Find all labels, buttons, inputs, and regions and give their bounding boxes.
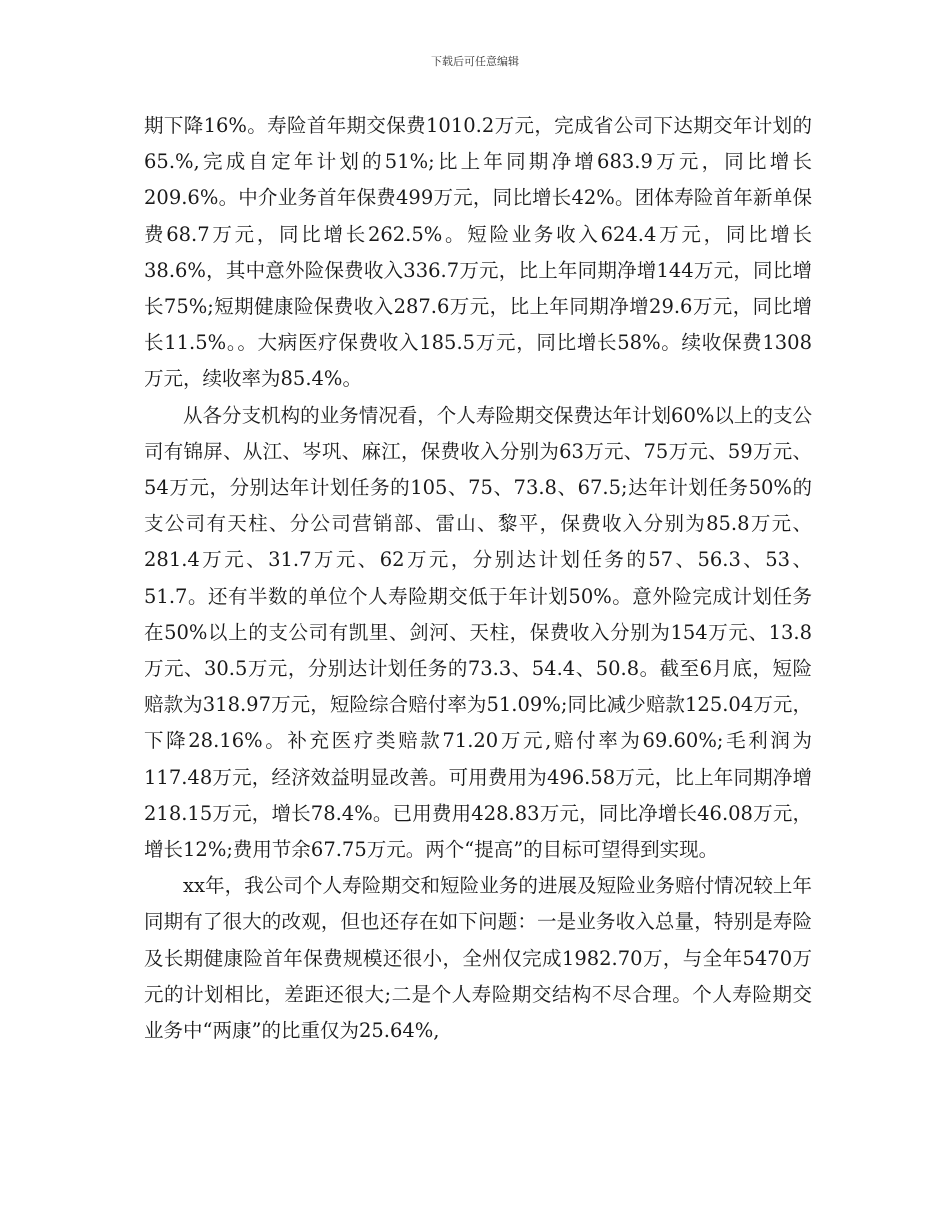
paragraph-3: xx年，我公司个人寿险期交和短险业务的进展及短险业务赔付情况较上年同期有了很大的改观，但也还存在如下问题：一是业务收入总量，特别是寿险及长期健康险首年保费规模还很小，全州仅完成1982.70万，与全年5470万元的计划相比，差距还很大;二是个人寿险期交结构不尽合理。个人寿险期交业务中“两康”的比重仅为25.64%, (144, 874, 812, 1043)
document-body (144, 108, 812, 1049)
paragraph-2: 从各分支机构的业务情况看，个人寿险期交保费达年计划60%以上的支公司有锦屏、从江、岑巩、麻江，保费收入分别为63万元、75万元、59万元、54万元，分别达年计划任务的105、75、73.8、67.5;达年计划任务50%的支公司有天柱、分公司营销部、雷山、黎平，保费收入分别为85.8万元、281.4万元、31.7万元、62万元，分别达计划任务的57、56.3、53、51.7。还有半数的单位个人寿险期交低于年计划50%。意外险完成计划任务在50%以上的支公司有凯里、剑河、天柱，保费收入分别为154万元、13.8万元、30.5万元，分别达计划任务的73.3、54.4、50.8。截至6月底，短险赔款为318.97万元，短险综合赔付率为51.09%;同比减少赔款125.04万元，下降28.16%。补充医疗类赔款71.20万元,赔付率为69.60%;毛利润为117.48万元，经济效益明显改善。可用费用为496.58万元，比上年同期净增218.15万元，增长78.4%。已用费用428.83万元，同比净增长46.08万元，增长12%;费用节余67.75万元。两个“提高”的目标可望得到实现。 (144, 403, 812, 862)
paragraph-1: 期下降16%。寿险首年期交保费1010.2万元，完成省公司下达期交年计划的65.%,完成自定年计划的51%;比上年同期净增683.9万元，同比增长209.6%。中介业务首年保费499万元，同比增长42%。团体寿险首年新单保费68.7万元，同比增长262.5%。短险业务收入624.4万元，同比增长38.6%，其中意外险保费收入336.7万元，比上年同期净增144万元，同比增长75%;短期健康险保费收入287.6万元，比上年同期净增29.6万元，同比增长11.5%。。大病医疗保费收入185.5万元，同比增长58%。续收保费1308万元，续收率为85.4%。 (144, 114, 812, 391)
page-header: 下载后可任意编辑 (431, 55, 519, 68)
